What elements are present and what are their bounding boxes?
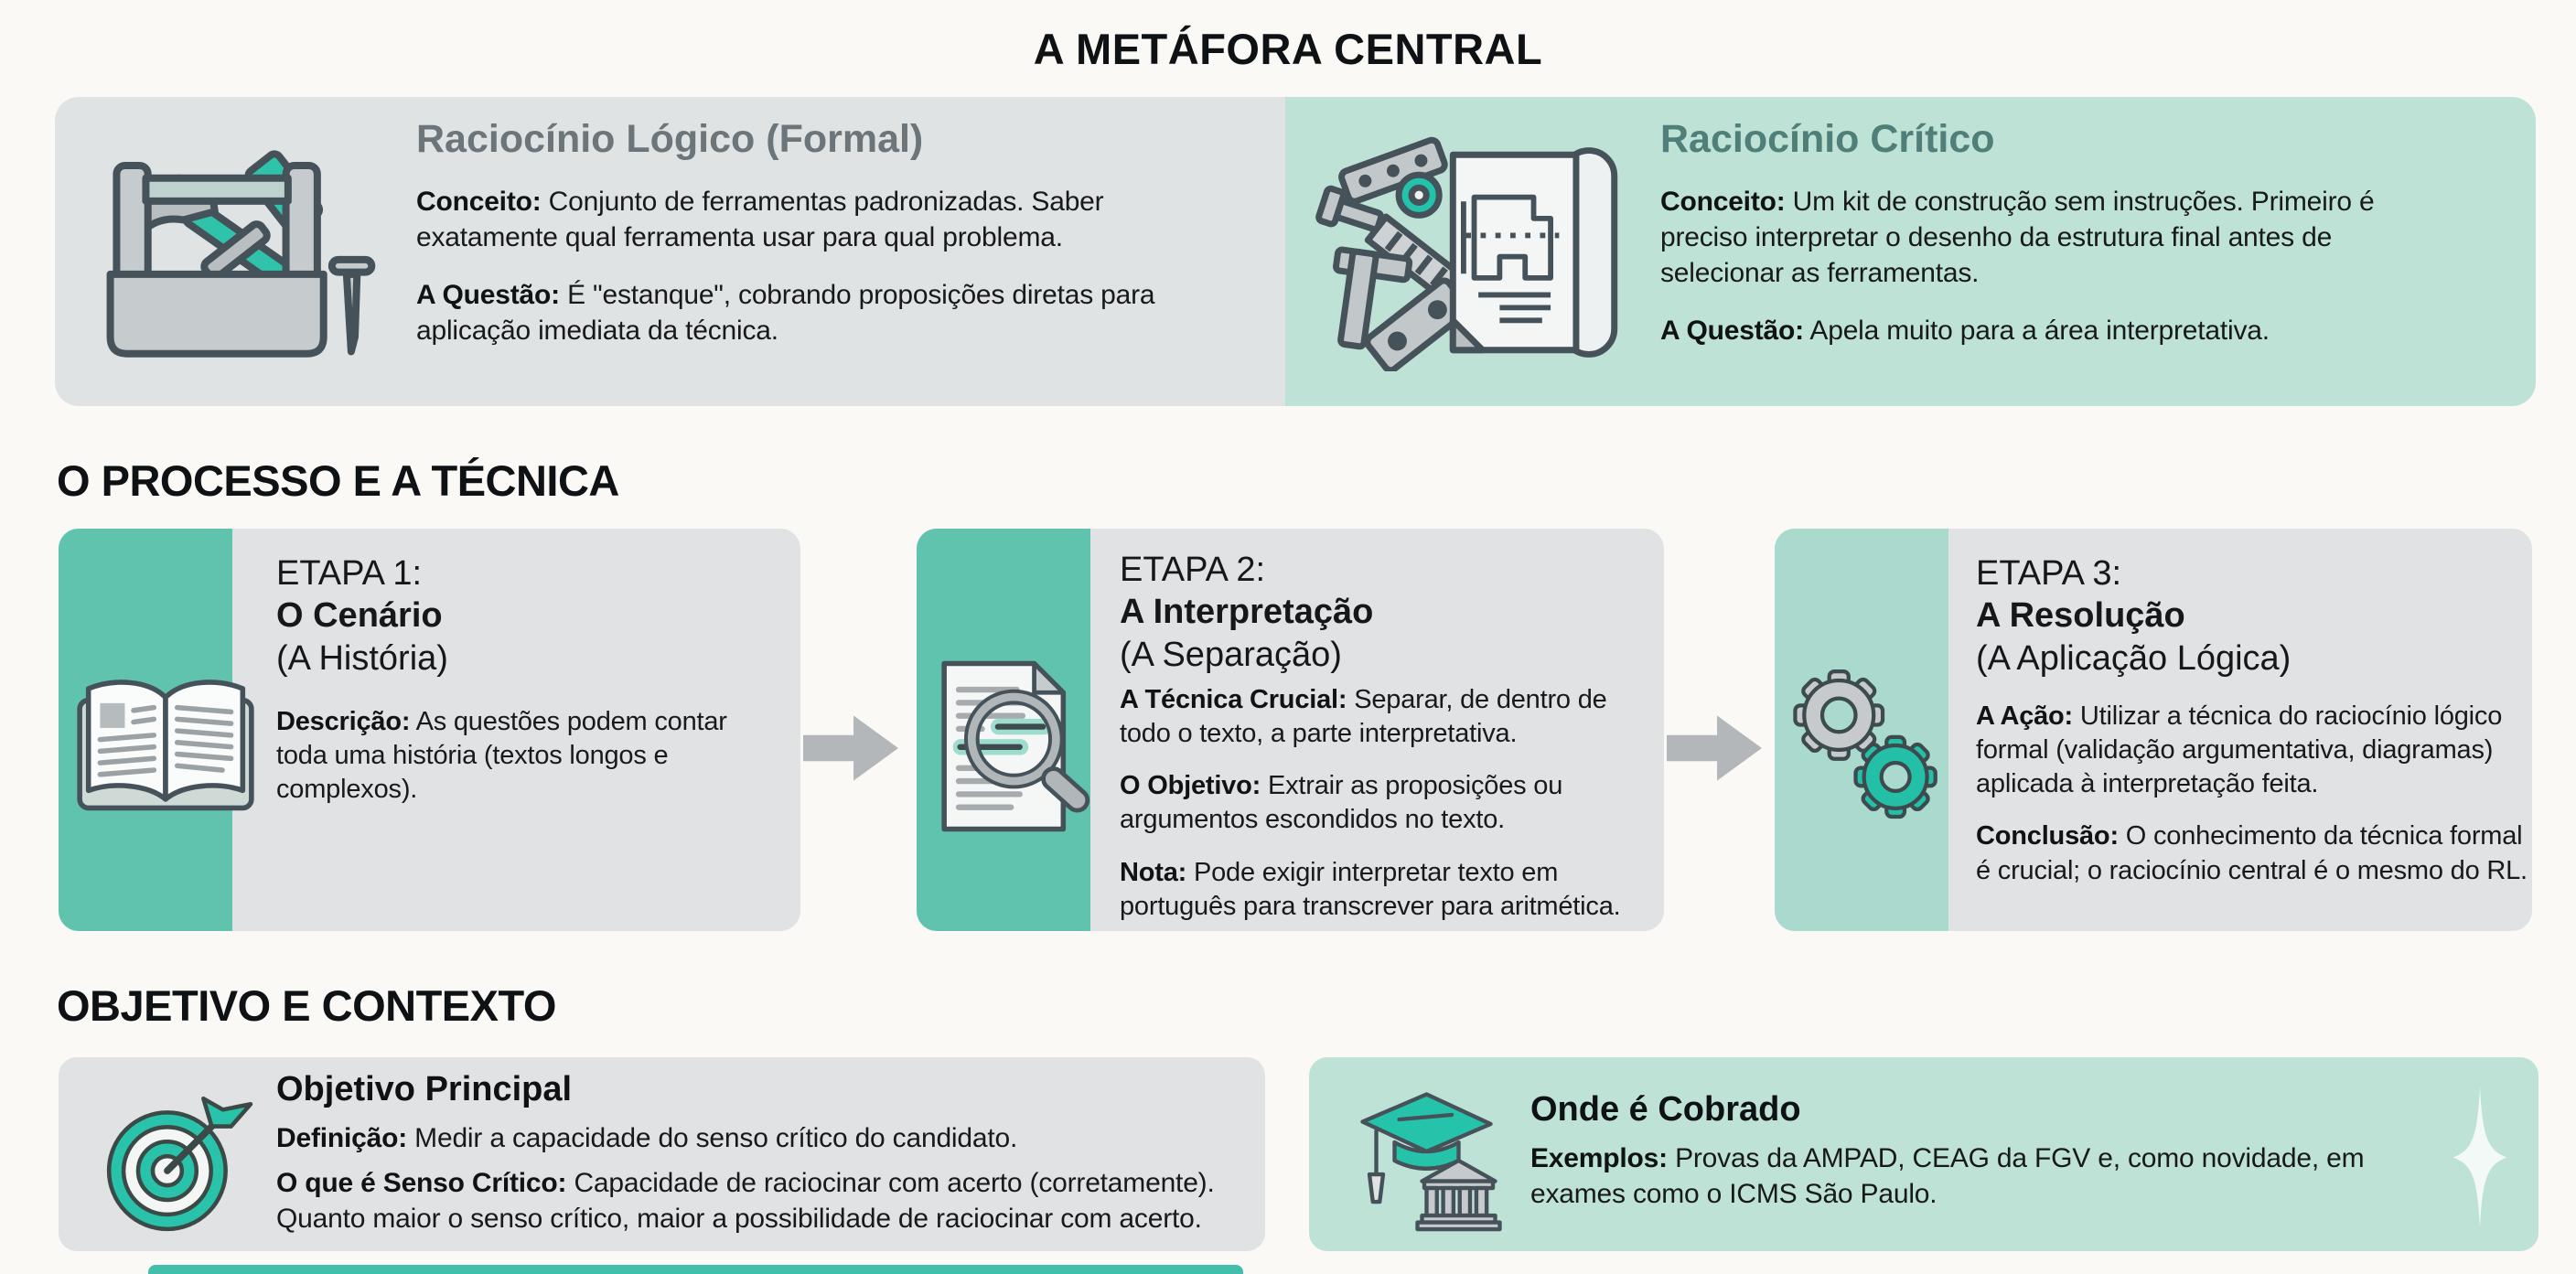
paragraph-label: Definição: <box>276 1123 408 1153</box>
card-objetivo-principal <box>59 1057 1265 1251</box>
paragraph-label: A Questão: <box>416 280 560 310</box>
etapa-subtitle: (A Aplicação Lógica) <box>1976 638 2292 678</box>
paragraph: A Técnica Crucial: Separar, de dentro de todo o texto, a parte interpretativa. <box>1120 685 1607 749</box>
arrow-right-icon <box>1667 715 1764 781</box>
objetivo-principal-text <box>276 1066 1246 1246</box>
paragraph-label: Conceito: <box>1660 187 1786 217</box>
step-card-etapa-1 <box>59 529 800 931</box>
open-book-icon <box>70 668 262 823</box>
paragraph: A Ação: Utilizar a técnica do raciocínio lógico formal (validação argumentativa, diagramas) aplicada à interpretação feita. <box>1976 701 2503 799</box>
card-raciocinio-critico <box>1285 97 2536 406</box>
paragraph-label: A Ação: <box>1976 701 2074 732</box>
card-heading: Objetivo Principal <box>276 1070 573 1108</box>
etapa-title: A Resolução <box>1976 596 2185 636</box>
toolbox-icon <box>91 139 384 368</box>
step-card-etapa-2 <box>917 529 1664 931</box>
paragraph-label: O que é Senso Crítico: <box>276 1168 567 1198</box>
etapa-subtitle: (A Separação) <box>1120 635 1342 674</box>
paragraph: Descrição: As questões podem contar toda uma história (textos longos e complexos). <box>276 707 727 805</box>
etapa-paragraphs <box>276 705 779 807</box>
context-section-heading: OBJETIVO E CONTEXTO <box>57 981 556 1030</box>
paragraph-label: A Questão: <box>1660 316 1804 346</box>
paragraph: Conclusão: O conhecimento da técnica formal é crucial; o raciocínio central é o mesmo do RL. <box>1976 821 2528 885</box>
paragraph-label: Nota: <box>1120 857 1187 887</box>
etapa-number: ETAPA 3: <box>1976 554 2122 593</box>
card-heading: Onde é Cobrado <box>1530 1090 1801 1129</box>
process-section-heading: O PROCESSO E A TÉCNICA <box>57 456 619 505</box>
gears-icon <box>1787 664 1952 833</box>
etapa-number: ETAPA 2: <box>1120 551 1266 589</box>
paragraph: Definição: Medir a capacidade do senso crítico do candidato. <box>276 1123 1018 1153</box>
etapa-number: ETAPA 1: <box>276 554 423 593</box>
raciocinio-logico-text <box>416 112 1175 370</box>
step-card-etapa-3 <box>1775 529 2532 931</box>
hero-comparison-panel <box>55 97 2536 406</box>
paragraph: Conceito: Conjunto de ferramentas padronizadas. Saber exatamente qual ferramenta usar para qual problema. <box>416 187 1104 252</box>
document-search-icon <box>926 655 1090 838</box>
arrow-right-icon <box>803 715 900 781</box>
graduation-cap-bank-icon <box>1351 1074 1507 1234</box>
paragraph-label: A Técnica Crucial: <box>1120 685 1347 715</box>
cut-off-card-strip <box>148 1265 1243 1274</box>
paragraph: Nota: Pode exigir interpretar texto em português para transcrever para aritmética. <box>1120 857 1621 921</box>
card-onde-e-cobrado <box>1309 1057 2538 1251</box>
paragraph: O Objetivo: Extrair as proposições ou argumentos escondidos no texto. <box>1120 771 1563 835</box>
etapa-title: O Cenário <box>276 596 443 636</box>
paragraph: A Questão: É "estanque", cobrando proposições diretas para aplicação imediata da técnica. <box>416 280 1155 346</box>
etapa-title: A Interpretação <box>1120 593 1374 632</box>
etapa-1-text <box>276 552 779 825</box>
paragraph-label: O Objetivo: <box>1120 771 1261 801</box>
etapa-2-text <box>1120 549 1659 931</box>
onde-e-cobrado-text <box>1530 1087 2390 1221</box>
paragraph: Exemplos: Provas da AMPAD, CEAG da FGV e, como novidade, em exames como o ICMS São Paulo. <box>1530 1143 2365 1209</box>
card-heading: Raciocínio Lógico (Formal) <box>416 117 924 161</box>
paragraph: Conceito: Um kit de construção sem instruções. Primeiro é preciso interpretar o desenho da estrutura final antes de selecionar as ferramentas. <box>1660 187 2375 288</box>
construction-kit-icon <box>1313 134 1642 371</box>
page-title: A METÁFORA CENTRAL <box>1033 25 1543 73</box>
paragraph-label: Conclusão: <box>1976 821 2119 851</box>
target-icon <box>93 1085 258 1240</box>
paragraph-label: Descrição: <box>276 707 411 737</box>
card-heading: Raciocínio Crítico <box>1660 117 1995 161</box>
etapa-paragraphs <box>1976 700 2532 888</box>
etapa-3-text <box>1976 552 2532 906</box>
etapa-subtitle: (A História) <box>276 638 448 678</box>
paragraph: A Questão: Apela muito para a área interpretativa. <box>1660 316 2270 346</box>
paragraph-label: Exemplos: <box>1530 1143 1668 1173</box>
card-raciocinio-logico <box>55 97 1285 406</box>
raciocinio-critico-text <box>1660 112 2420 370</box>
paragraph-label: Conceito: <box>416 187 542 217</box>
sparkle-icon <box>2448 1087 2512 1228</box>
etapa-paragraphs <box>1120 683 1659 924</box>
paragraph: O que é Senso Crítico: Capacidade de raciocinar com acerto (corretamente). Quanto maior o senso crítico, maior a possibilidade de raciocinar com acerto. <box>276 1168 1215 1234</box>
